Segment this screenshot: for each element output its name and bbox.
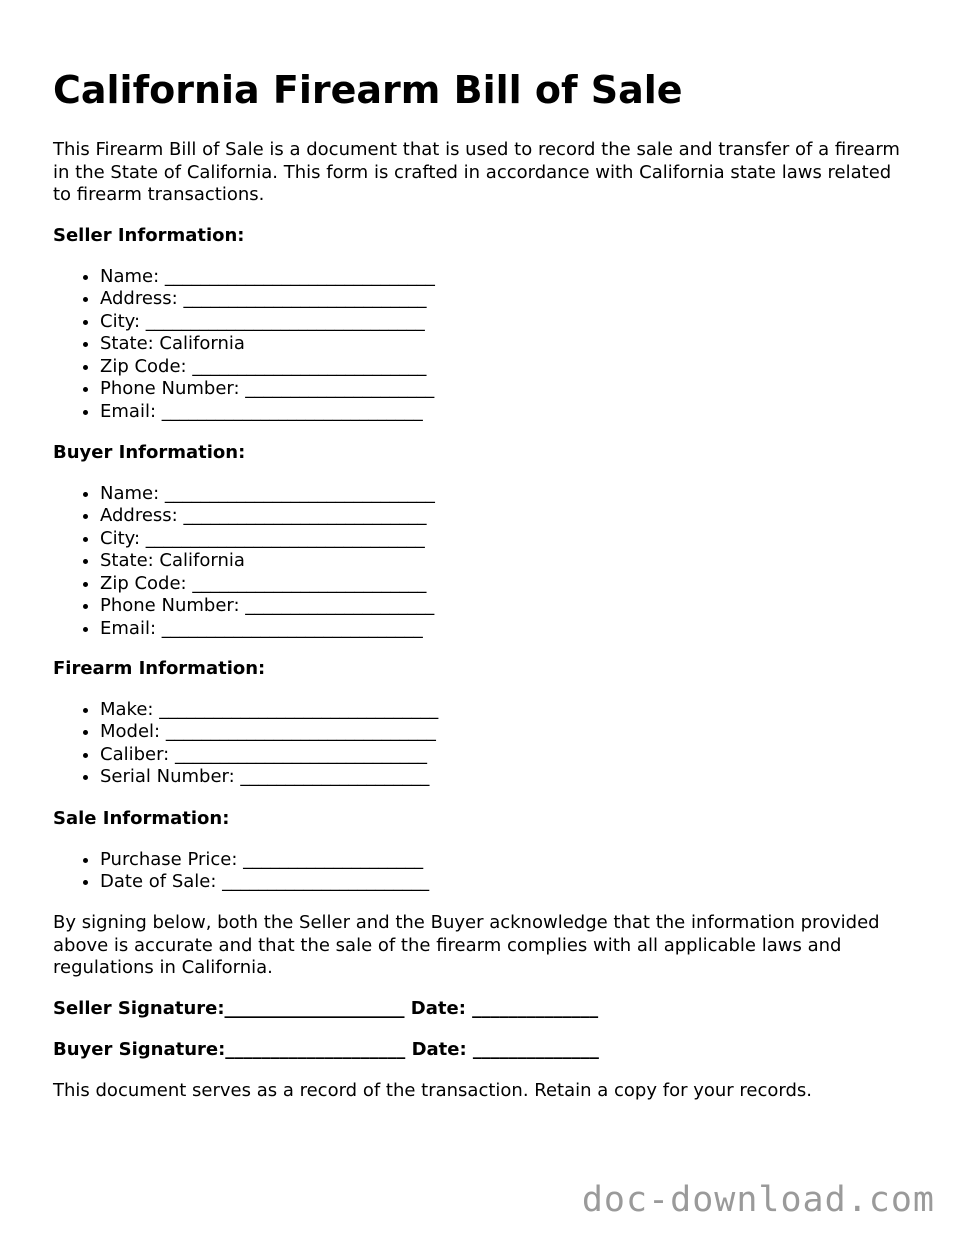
- seller-zip-field: • Zip Code: __________________________: [100, 356, 913, 379]
- seller-city-field: • City: _______________________________: [100, 311, 913, 334]
- firearm-heading: Firearm Information:: [53, 658, 266, 679]
- buyer-state-field: • State: California: [100, 550, 913, 573]
- seller-email-field: • Email: _____________________________: [100, 401, 913, 424]
- buyer-email-field: • Email: _____________________________: [100, 618, 913, 641]
- seller-phone-field: • Phone Number: _____________________: [100, 378, 913, 401]
- acknowledgement-paragraph: By signing below, both the Seller and the Buyer acknowledge that the information provided above is accurate and that the sale of the firearm complies with all applicable laws and regulations in California.: [53, 912, 880, 978]
- firearm-serial-field: • Serial Number: _____________________: [100, 766, 913, 789]
- sale-fields-list: [53, 849, 913, 894]
- sale-section: [53, 808, 913, 894]
- firearm-caliber-field: • Caliber: ____________________________: [100, 744, 913, 767]
- document-title: California Firearm Bill of Sale: [53, 68, 683, 112]
- seller-section: [53, 225, 913, 423]
- buyer-fields-list: [53, 483, 913, 641]
- retain-copy-note: This document serves as a record of the transaction. Retain a copy for your records.: [53, 1080, 812, 1101]
- firearm-make-field: • Make: _______________________________: [100, 699, 913, 722]
- firearm-section: [53, 658, 913, 789]
- sale-heading: Sale Information:: [53, 808, 230, 829]
- watermark: doc-download.com: [581, 1180, 935, 1220]
- firearm-model-field: • Model: ______________________________: [100, 721, 913, 744]
- firearm-fields-list: [53, 699, 913, 789]
- buyer-signature-line: Buyer Signature:____________________ Date: ______________: [53, 1039, 599, 1060]
- seller-signature-line: Seller Signature:____________________ Date: ______________: [53, 998, 599, 1019]
- buyer-address-field: • Address: ___________________________: [100, 505, 913, 528]
- seller-name-field: • Name: ______________________________: [100, 266, 913, 289]
- seller-address-field: • Address: ___________________________: [100, 288, 913, 311]
- seller-fields-list: [53, 266, 913, 424]
- buyer-city-field: • City: _______________________________: [100, 528, 913, 551]
- buyer-section: [53, 442, 913, 640]
- buyer-phone-field: • Phone Number: _____________________: [100, 595, 913, 618]
- buyer-name-field: • Name: ______________________________: [100, 483, 913, 506]
- sale-date-field: • Date of Sale: _______________________: [100, 871, 913, 894]
- buyer-zip-field: • Zip Code: __________________________: [100, 573, 913, 596]
- intro-paragraph: This Firearm Bill of Sale is a document that is used to record the sale and transfer of a firearm in the State of California. This form is crafted in accordance with California state laws related to firearm transactions.: [53, 139, 900, 205]
- sale-price-field: • Purchase Price: ____________________: [100, 849, 913, 872]
- seller-state-field: • State: California: [100, 333, 913, 356]
- seller-heading: Seller Information:: [53, 225, 245, 246]
- buyer-heading: Buyer Information:: [53, 442, 246, 463]
